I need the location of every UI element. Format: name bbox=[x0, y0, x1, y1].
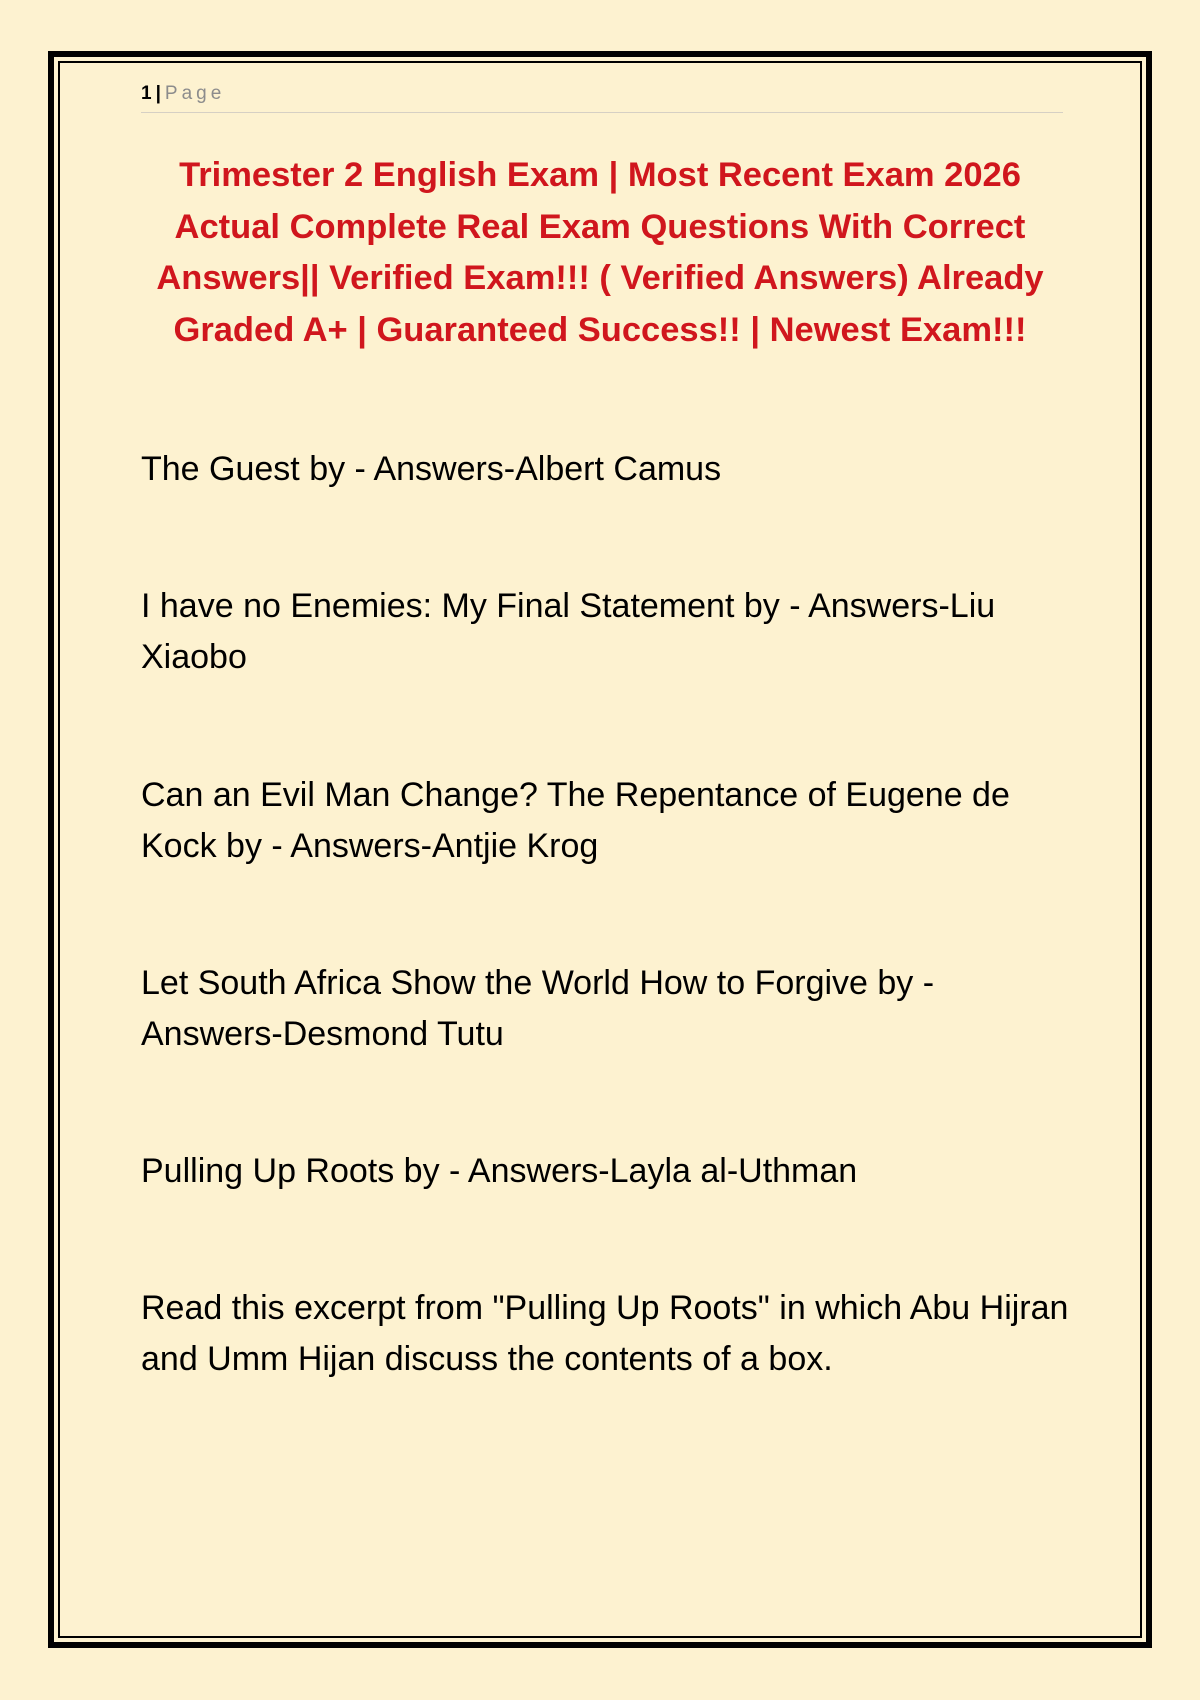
qa-item: Pulling Up Roots by - Answers-Layla al-Uthman bbox=[141, 1152, 858, 1190]
page-number: 1 bbox=[141, 83, 152, 104]
qa-item: Let South Africa Show the World How to Forgive by - Answers-Desmond Tutu bbox=[141, 964, 935, 1053]
qa-item: Can an Evil Man Change? The Repentance of Eugene de Kock by - Answers-Antjie Krog bbox=[141, 776, 1010, 865]
page-header bbox=[141, 80, 1063, 113]
qa-item: I have no Enemies: My Final Statement by - Answers-Liu Xiaobo bbox=[141, 587, 996, 676]
qa-item: The Guest by - Answers-Albert Camus bbox=[141, 450, 722, 488]
page-label: Page bbox=[164, 83, 226, 104]
document-title: Trimester 2 English Exam | Most Recent Exam 2026 Actual Complete Real Exam Questions With Correct Answers|| Verified Exam!!! ( Verified Answers) Already Graded A+ | Guaranteed Success!! | Newest Exam!!! bbox=[156, 156, 1044, 349]
page-header-separator: | bbox=[155, 83, 161, 104]
qa-item: Read this excerpt from "Pulling Up Roots" in which Abu Hijran and Umm Hijan discuss the contents of a box. bbox=[141, 1289, 1069, 1378]
